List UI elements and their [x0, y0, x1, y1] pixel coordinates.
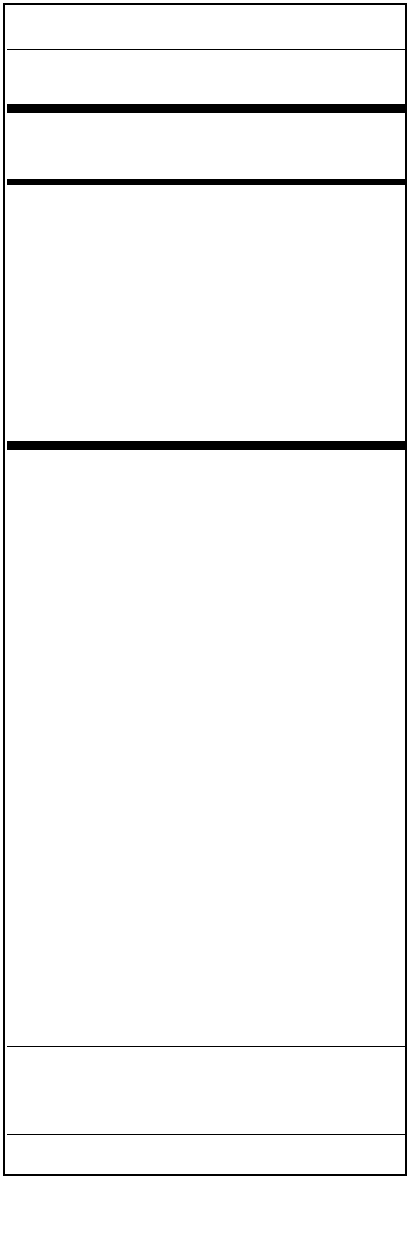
thick-rule-macros	[7, 441, 406, 450]
calories-per-gram	[0, 1157, 413, 1173]
title-rule	[7, 49, 406, 50]
thick-rule-top	[7, 104, 406, 113]
footnote-rule	[7, 1046, 406, 1047]
serving-size	[12, 75, 17, 101]
thick-rule-calories	[7, 179, 406, 185]
per-gram-rule	[7, 1134, 406, 1135]
